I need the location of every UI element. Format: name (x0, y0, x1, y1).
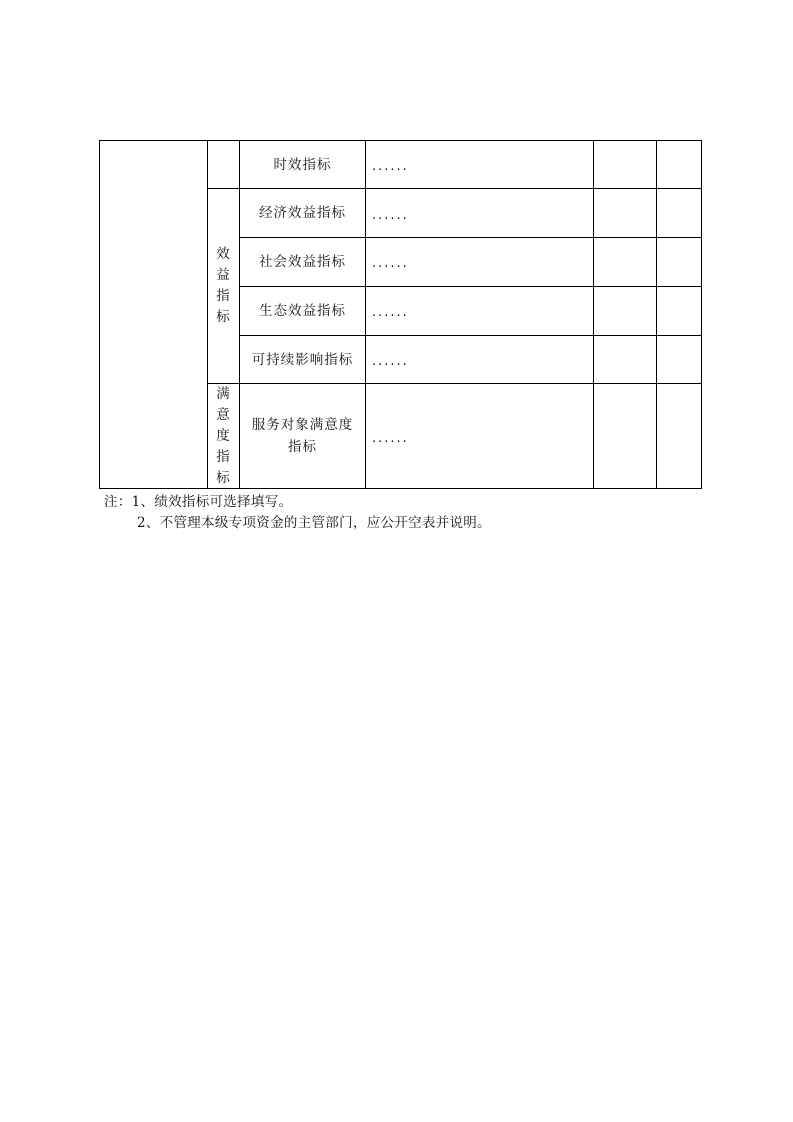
col-divider-4 (593, 140, 594, 489)
table-border-right (701, 140, 702, 489)
table-border-left (99, 140, 100, 489)
satisfaction-group-label: 满 意 度 指 标 (216, 386, 230, 486)
col-divider-3 (365, 140, 366, 489)
indicator-timeliness: 时效指标 (273, 156, 332, 173)
indicator-social-benefit: 社会效益指标 (259, 254, 346, 270)
value-cell: ...... (372, 208, 409, 223)
indicator-service-satisfaction-line1: 服务对象满意度 (251, 417, 354, 433)
table-border-bottom (99, 488, 702, 489)
indicator-sustainable-impact: 可持续影响指标 (251, 351, 354, 368)
table-border-top (99, 140, 702, 141)
performance-indicator-table (99, 140, 702, 489)
indicator-economic-benefit: 经济效益指标 (259, 205, 346, 221)
indicator-service-satisfaction-line2: 指标 (288, 439, 317, 455)
benefit-group-label: 效 益 指 标 (216, 246, 230, 325)
value-cell: ...... (372, 431, 409, 446)
footnote-1: 注：1、绩效指标可选择填写。 (104, 494, 293, 510)
col-divider-5 (656, 140, 657, 489)
value-cell: ...... (372, 159, 409, 174)
value-cell: ...... (372, 256, 409, 271)
footnote-2: 2、不管理本级专项资金的主管部门，应公开空表并说明。 (137, 515, 491, 531)
indicator-service-satisfaction (240, 384, 365, 488)
indicator-ecological-benefit: 生态效益指标 (259, 303, 346, 319)
value-cell: ...... (372, 305, 409, 320)
value-cell: ...... (372, 354, 409, 369)
